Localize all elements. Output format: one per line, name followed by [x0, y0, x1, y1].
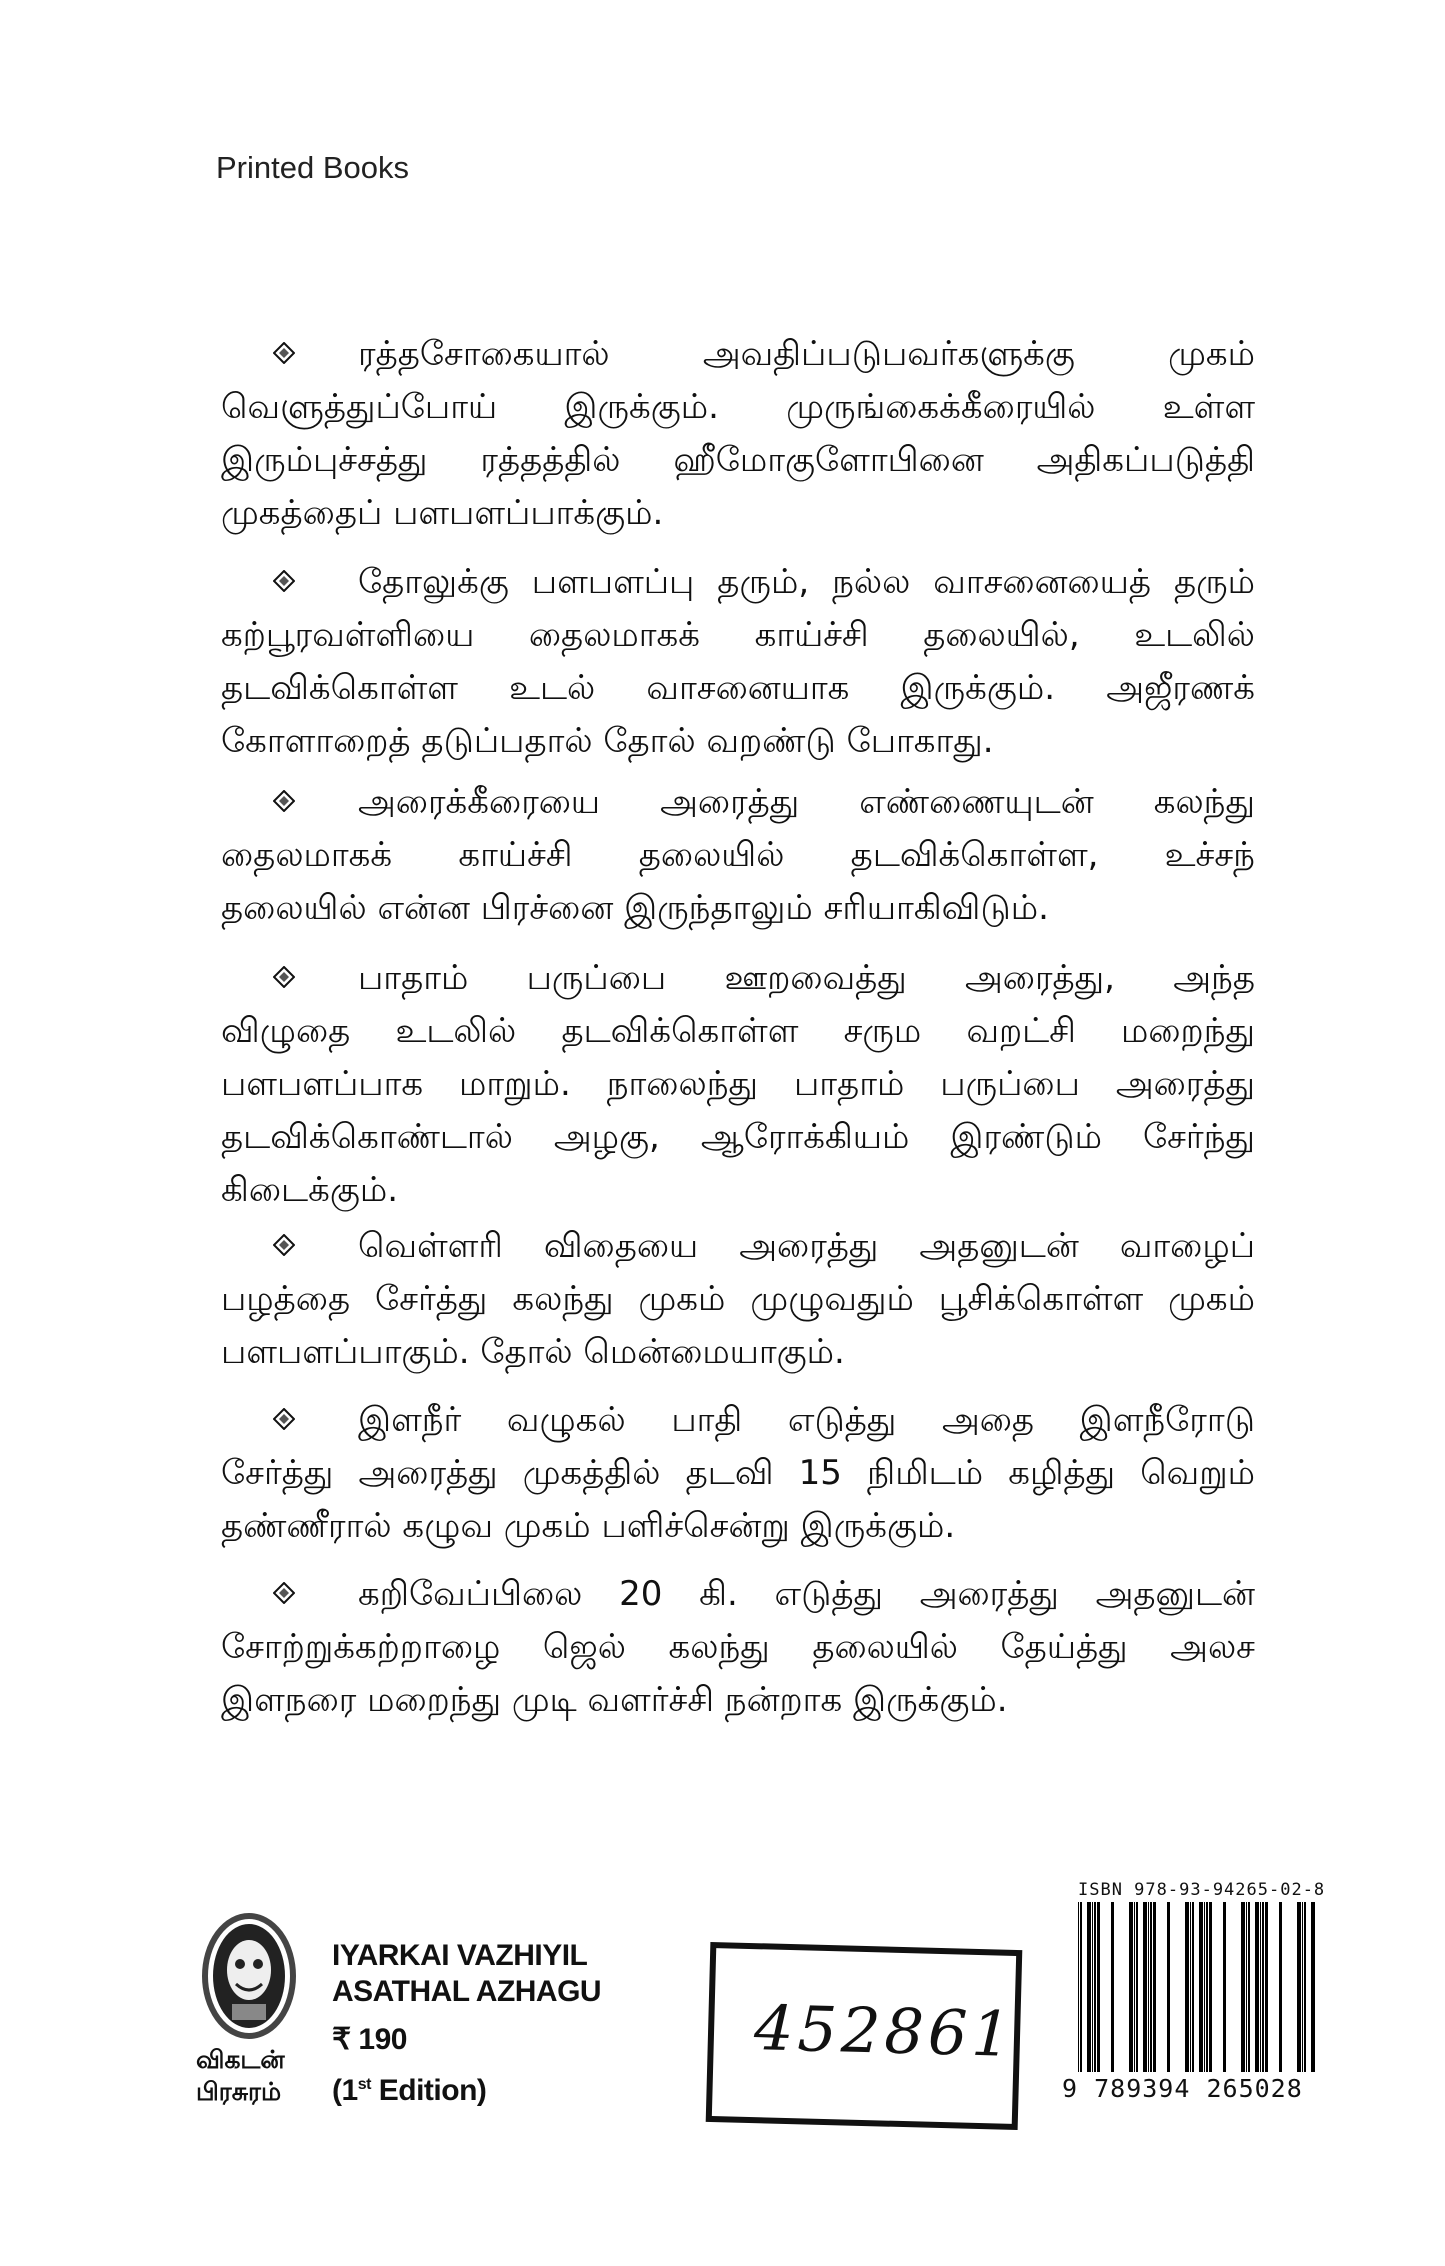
edition-pre: (1 — [332, 2074, 358, 2107]
diamond-bullet-icon — [273, 966, 295, 988]
barcode-bar — [1111, 1902, 1114, 2072]
paragraph-line — [221, 776, 1255, 829]
barcode-bar — [1302, 1902, 1303, 2072]
barcode-bar — [1094, 1902, 1096, 2072]
barcode-bar — [1078, 1902, 1079, 2072]
diamond-bullet-icon — [273, 1408, 295, 1430]
paragraph-line — [221, 1058, 1255, 1111]
publisher-name: விகடன் — [196, 2045, 285, 2074]
diamond-bullet-icon — [273, 790, 295, 812]
barcode-bar — [1185, 1902, 1189, 2072]
barcode-bar — [1199, 1902, 1203, 2072]
line-text: கற்பூரவள்ளியை தைலமாகக் காய்ச்சி தலையில், உடலில் — [221, 615, 1255, 655]
line-text: பளபளப்பாகும். தோல் மென்மையாகும். — [221, 1332, 845, 1372]
barcode-bar — [1167, 1902, 1170, 2072]
barcode-bar — [1129, 1902, 1133, 2072]
bullet-paragraph — [221, 952, 1255, 1217]
barcode-bar — [1080, 1902, 1082, 2072]
barcode-bar — [1204, 1902, 1205, 2072]
barcode-bar — [1246, 1902, 1247, 2072]
paragraph-line — [221, 882, 1255, 935]
barcode-bar — [1262, 1902, 1264, 2072]
paragraph-line — [221, 434, 1255, 487]
line-text: முகத்தைப் பளபளப்பாக்கும். — [221, 493, 664, 533]
book-title-line2: ASATHAL AZHAGU — [332, 1975, 602, 2008]
edition-post: Edition) — [370, 2074, 487, 2107]
line-text: கிடைக்கும். — [221, 1170, 399, 1210]
barcode-bar — [1143, 1902, 1147, 2072]
barcode-bar — [1192, 1902, 1194, 2072]
paragraph-line — [221, 1111, 1255, 1164]
paragraph-line — [221, 1447, 1255, 1500]
line-text: தோலுக்கு பளபளப்பு தரும், நல்ல வாசனையைத் தரும் — [358, 562, 1255, 602]
barcode-bar — [1241, 1902, 1245, 2072]
bullet-paragraph — [221, 1220, 1255, 1379]
barcode-bar — [1190, 1902, 1191, 2072]
paragraph-line — [221, 1220, 1255, 1273]
barcode-bar — [1304, 1902, 1306, 2072]
barcode — [1078, 1902, 1316, 2072]
line-text: அரைக்கீரையை அரைத்து எண்ணையுடன் கலந்து — [358, 782, 1255, 822]
barcode-bar — [1265, 1902, 1268, 2072]
line-text: தலையில் என்ன பிரச்னை இருந்தாலும் சரியாகிவிடும். — [221, 888, 1049, 928]
edition — [332, 2067, 486, 2109]
bullet-paragraph — [221, 328, 1255, 540]
paragraph-line — [221, 1326, 1255, 1379]
paragraph-line — [221, 1500, 1255, 1553]
barcode-bar — [1092, 1902, 1093, 2072]
line-text: பாதாம் பருப்பை ஊறவைத்து அரைத்து, அந்த — [358, 958, 1255, 998]
barcode-digits: 9 789394 265028 — [1062, 2074, 1303, 2103]
paragraph-line — [221, 1621, 1255, 1674]
paragraph-line — [221, 715, 1255, 768]
line-text: சோற்றுக்கற்றாழை ஜெல் கலந்து தலையில் தேய்த்து அலச — [221, 1627, 1255, 1667]
barcode-bar — [1097, 1902, 1100, 2072]
line-text: கோளாறைத் தடுப்பதால் தோல் வறண்டு போகாது. — [221, 721, 994, 761]
line-text: கறிவேப்பிலை 20 கி. எடுத்து அரைத்து அதனுடன் — [358, 1574, 1255, 1614]
paragraph-line — [221, 1164, 1255, 1217]
bullet-paragraph — [221, 556, 1255, 768]
barcode-bar — [1136, 1902, 1138, 2072]
barcode-bar — [1148, 1902, 1149, 2072]
book-title-line1: IYARKAI VAZHIYIL — [332, 1939, 588, 1972]
barcode-bar — [1134, 1902, 1135, 2072]
paragraph-line — [221, 556, 1255, 609]
line-text: தடவிக்கொண்டால் அழகு, ஆரோக்கியம் இரண்டும் சேர்ந்து — [221, 1117, 1255, 1157]
vikatan-logo — [200, 1912, 298, 2040]
line-text: தண்ணீரால் கழுவ முகம் பளிச்சென்று இருக்கும். — [221, 1506, 956, 1546]
library-stamp — [706, 1942, 1023, 2130]
line-text: சேர்த்து அரைத்து முகத்தில் தடவி 15 நிமிடம் கழித்து வெறும் — [221, 1453, 1255, 1493]
barcode-bar — [1279, 1902, 1282, 2072]
barcode-bar — [1150, 1902, 1152, 2072]
barcode-bar — [1223, 1902, 1226, 2072]
barcode-bar — [1255, 1902, 1259, 2072]
bullet-paragraph — [221, 1568, 1255, 1727]
price: ₹ 190 — [332, 2023, 407, 2056]
paragraph-line — [221, 662, 1255, 715]
barcode-bar — [1311, 1902, 1315, 2072]
line-text: ரத்தசோகையால் அவதிப்படுபவர்களுக்கு முகம் — [358, 334, 1255, 374]
barcode-bar — [1260, 1902, 1261, 2072]
line-text: விழுதை உடலில் தடவிக்கொள்ள சரும வறட்சி மறைந்து — [221, 1011, 1255, 1051]
barcode-bar — [1087, 1902, 1091, 2072]
line-text: இளநீர் வழுகல் பாதி எடுத்து அதை இளநீரோடு — [358, 1400, 1255, 1440]
barcode-bar — [1248, 1902, 1250, 2072]
line-text: இரும்புச்சத்து ரத்தத்தில் ஹீமோகுளோபினை அதிகப்படுத்தி — [221, 440, 1255, 480]
publisher-name-2: பிரசுரம் — [196, 2077, 282, 2106]
bullet-paragraph — [221, 1394, 1255, 1553]
paragraph-line — [221, 609, 1255, 662]
diamond-bullet-icon — [273, 570, 295, 592]
line-text: வெள்ளரி விதையை அரைத்து அதனுடன் வாழைப் — [358, 1226, 1255, 1266]
line-text: தைலமாகக் காய்ச்சி தலையில் தடவிக்கொள்ள, உச்சந் — [221, 835, 1255, 875]
paragraph-line — [221, 1394, 1255, 1447]
paragraph-line — [221, 328, 1255, 381]
line-text: பளபளப்பாக மாறும். நாலைந்து பாதாம் பருப்பை அரைத்து — [221, 1064, 1255, 1104]
diamond-bullet-icon — [273, 1582, 295, 1604]
paragraph-line — [221, 487, 1255, 540]
line-text: பழத்தை சேர்த்து கலந்து முகம் முழுவதும் பூசிக்கொள்ள முகம் — [221, 1279, 1255, 1319]
line-text: தடவிக்கொள்ள உடல் வாசனையாக இருக்கும். அஜீரணக் — [221, 668, 1255, 708]
diamond-bullet-icon — [273, 342, 295, 364]
bullet-paragraph — [221, 776, 1255, 935]
diamond-bullet-icon — [273, 1234, 295, 1256]
line-text: இளநரை மறைந்து முடி வளர்ச்சி நன்றாக இருக்கும். — [221, 1680, 1008, 1720]
paragraph-line — [221, 381, 1255, 434]
barcode-bar — [1209, 1902, 1212, 2072]
paragraph-line — [221, 1568, 1255, 1621]
paragraph-line — [221, 1005, 1255, 1058]
barcode-bar — [1206, 1902, 1208, 2072]
paragraph-line — [221, 829, 1255, 882]
paragraph-line — [221, 1273, 1255, 1326]
barcode-bar — [1153, 1902, 1156, 2072]
accession-number: 452861 — [753, 1991, 1016, 2071]
paragraph-line — [221, 1674, 1255, 1727]
line-text: வெளுத்துப்போய் இருக்கும். முருங்கைக்கீரையில் உள்ள — [221, 387, 1255, 427]
paragraph-line — [221, 952, 1255, 1005]
isbn-text: ISBN 978-93-94265-02-8 — [1078, 1880, 1326, 1900]
edition-sup: st — [357, 2076, 371, 2093]
category-label: Printed Books — [216, 150, 409, 185]
barcode-bar — [1297, 1902, 1301, 2072]
